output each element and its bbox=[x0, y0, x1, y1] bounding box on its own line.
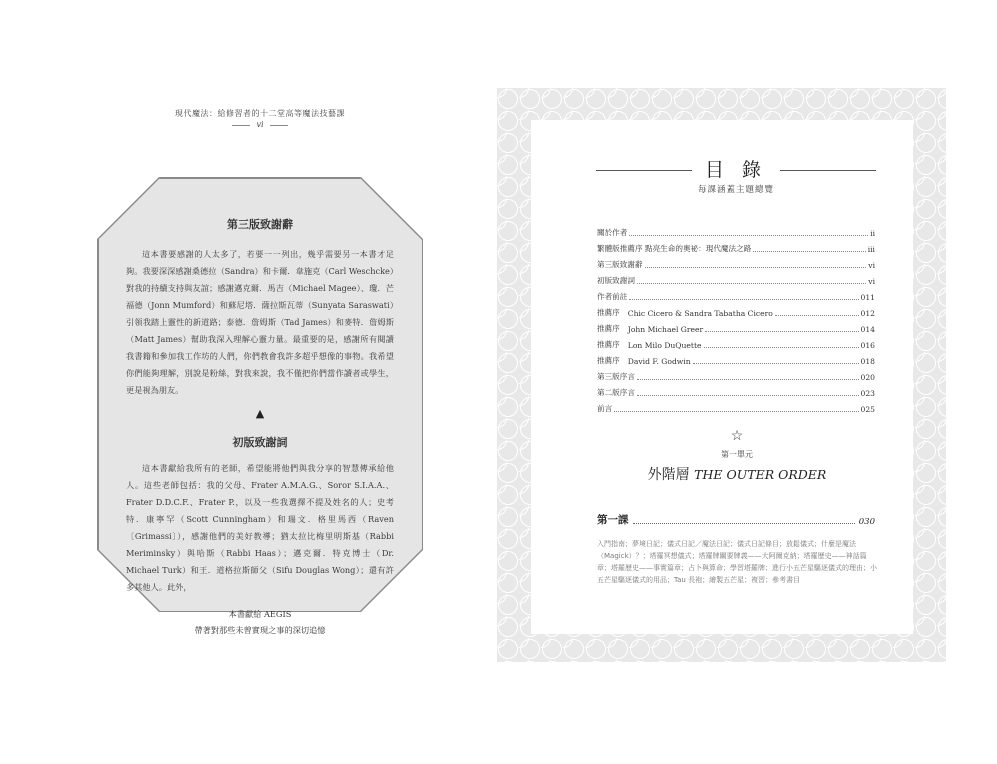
toc-entry-page: vi bbox=[868, 277, 875, 286]
toc-entry[interactable] bbox=[597, 398, 875, 414]
unit-title bbox=[600, 464, 874, 484]
toc-entry[interactable] bbox=[597, 238, 875, 254]
toc-entry-label: 第三版致謝辭 bbox=[597, 260, 643, 269]
toc-entry-label: 初版致謝詞 bbox=[597, 276, 635, 285]
toc-entry-author: Chic Cicero & Sandra Tabatha Cicero bbox=[627, 309, 773, 318]
toc-entry[interactable] bbox=[597, 222, 875, 238]
star-icon: ☆ bbox=[730, 428, 744, 444]
triangle-divider-icon: ▲ bbox=[255, 407, 265, 420]
leader-dots bbox=[637, 283, 866, 284]
toc-entry[interactable] bbox=[597, 366, 875, 382]
leader-dots bbox=[693, 363, 859, 364]
toc-entry[interactable] bbox=[597, 350, 875, 366]
toc-entry-page: iii bbox=[867, 245, 875, 254]
toc-entry-label: 推薦序 bbox=[597, 340, 620, 349]
toc-entry-label: 關於作者 bbox=[597, 228, 628, 237]
first-edition-ack-title: 初版致謝詞 bbox=[232, 436, 288, 449]
leader-dots bbox=[775, 315, 859, 316]
unit-title-cn: 外階層 bbox=[647, 467, 690, 483]
toc-entry-author: Lon Milo DuQuette bbox=[627, 341, 702, 350]
lesson-label: 第一課 bbox=[597, 514, 629, 526]
toc-entry[interactable] bbox=[597, 382, 875, 398]
third-edition-ack-title: 第三版致謝辭 bbox=[227, 218, 293, 231]
toc-entry-author: John Michael Greer bbox=[627, 325, 704, 334]
toc-entry-label: 推薦序 bbox=[597, 324, 620, 333]
toc-entry-label: 繁體版推薦序 點亮生命的奧祕：現代魔法之路 bbox=[597, 244, 752, 253]
leader-dots bbox=[614, 411, 858, 412]
toc-entry-author: David F. Godwin bbox=[627, 357, 691, 366]
unit-label: 第一單元 bbox=[721, 450, 753, 459]
toc-entry[interactable] bbox=[597, 254, 875, 270]
lesson-1-topics: 入門指南；夢境日記；儀式日記／魔法日記；儀式日記條目；放鬆儀式；什麼是魔法（Magick）？；塔羅冥想儀式；塔羅牌關要牌義——大阿爾克納；塔羅歷史——神話篇章；塔羅歷史——事實篇章；占卜與算命；學習塔羅牌；進行小五芒星驅逐儀式的理由；小五芒星驅逐儀式的用品；Tau 長袍；繪製五芒星；複習；參考書目 bbox=[597, 540, 877, 584]
leader-dots bbox=[753, 251, 865, 252]
leader-dots bbox=[637, 379, 859, 380]
toc-entry-page: 014 bbox=[860, 325, 875, 334]
toc-entry[interactable] bbox=[597, 302, 875, 318]
toc-entry-page: 025 bbox=[860, 405, 875, 414]
toc-entry-page: vi bbox=[868, 261, 875, 270]
leader-dots bbox=[633, 523, 855, 524]
unit-title-en: THE OUTER ORDER bbox=[694, 467, 827, 482]
toc-entry[interactable] bbox=[597, 286, 875, 302]
dedication-line-1: 本書獻給 AEGIS bbox=[228, 609, 292, 619]
toc-entry-page: ii bbox=[870, 229, 875, 238]
toc-entry-page: 023 bbox=[860, 389, 875, 398]
toc-entry-label: 前言 bbox=[597, 404, 613, 413]
page-folio: vi bbox=[220, 120, 300, 129]
toc-entry-label: 作者前註 bbox=[597, 292, 628, 301]
toc-list bbox=[597, 222, 875, 414]
third-edition-ack-body: 這本書要感謝的人太多了，若要一一列出，幾乎需要另一本書才足夠。我要深深感謝桑德拉（Sandra）和卡爾．韋施克（Carl Weschcke）對我的持續支持與友誼；感謝邁克爾．馬吉（Michael Magee）、瓊．芒福德（Jonn Mumford）和蘇尼塔．薩拉斯瓦蒂（Sunyata Saraswati）引領我踏上靈性的新道路；泰德．詹姆斯（Tad James）和麥特．詹姆斯（Matt James）幫助我深入理解心靈力量。最重要的是，感謝所有閱讀我書籍和參加我工作坊的人們，你們教會我許多超乎想像的事物。我希望你們能夠理解，別說是粉絲，對我來說，我不僅把你們當作讀者或學生，更是視為朋友。 bbox=[126, 249, 394, 395]
toc-title: 目 錄 bbox=[704, 159, 768, 181]
leader-dots bbox=[705, 331, 858, 332]
toc-entry-label: 推薦序 bbox=[597, 308, 620, 317]
toc-entry-page: 016 bbox=[860, 341, 875, 350]
title-rule-right bbox=[780, 170, 876, 171]
lesson-1-entry[interactable] bbox=[597, 512, 875, 527]
toc-entry[interactable] bbox=[597, 334, 875, 350]
toc-header bbox=[596, 155, 876, 185]
dedication-line-2: 帶著對那些未曾實現之事的深切追憶 bbox=[194, 625, 326, 635]
toc-entry-label: 第三版序言 bbox=[597, 372, 635, 381]
running-head: 現代魔法：給修習者的十二堂高等魔法技藝課 bbox=[175, 109, 345, 118]
toc-subtitle: 每課涵蓋主題總覽 bbox=[697, 185, 774, 195]
leader-dots bbox=[645, 267, 867, 268]
acknowledgements-content bbox=[126, 178, 394, 638]
toc-entry[interactable] bbox=[597, 318, 875, 334]
toc-entry-label: 推薦序 bbox=[597, 356, 620, 365]
toc-entry[interactable] bbox=[597, 270, 875, 286]
toc-entry-page: 012 bbox=[860, 309, 875, 318]
lesson-page-number: 030 bbox=[858, 517, 875, 527]
leader-dots bbox=[629, 299, 858, 300]
first-edition-ack-body: 這本書獻給我所有的老師，希望能將他們與我分享的智慧傳承給他人。這些老師包括：我的父母、Frater A.M.A.G.、Soror S.I.A.A.、Frater D.D.C.F.、Frater P.，以及一些我選擇不提及姓名的人；史考特．康寧罕（Scott Cunningham）和瑞文．格里馬西（Raven〔Grimassi〕），感謝他們的美好教導；猶太拉比梅里明斯基（Rabbi Meriminsky）與哈斯（Rabbi Haas）；邁克爾．特克博士（Dr. Michael Turk）和王．道格拉斯師父（Sifu Douglas Wong）；還有許多其他人。此外， bbox=[126, 463, 394, 592]
toc-entry-page: 020 bbox=[860, 373, 875, 382]
toc-entry-label: 第二版序言 bbox=[597, 388, 635, 397]
leader-dots bbox=[629, 235, 868, 236]
leader-dots bbox=[704, 347, 859, 348]
leader-dots bbox=[637, 395, 859, 396]
toc-entry-page: 018 bbox=[860, 357, 875, 366]
toc-entry-page: 011 bbox=[860, 293, 875, 302]
